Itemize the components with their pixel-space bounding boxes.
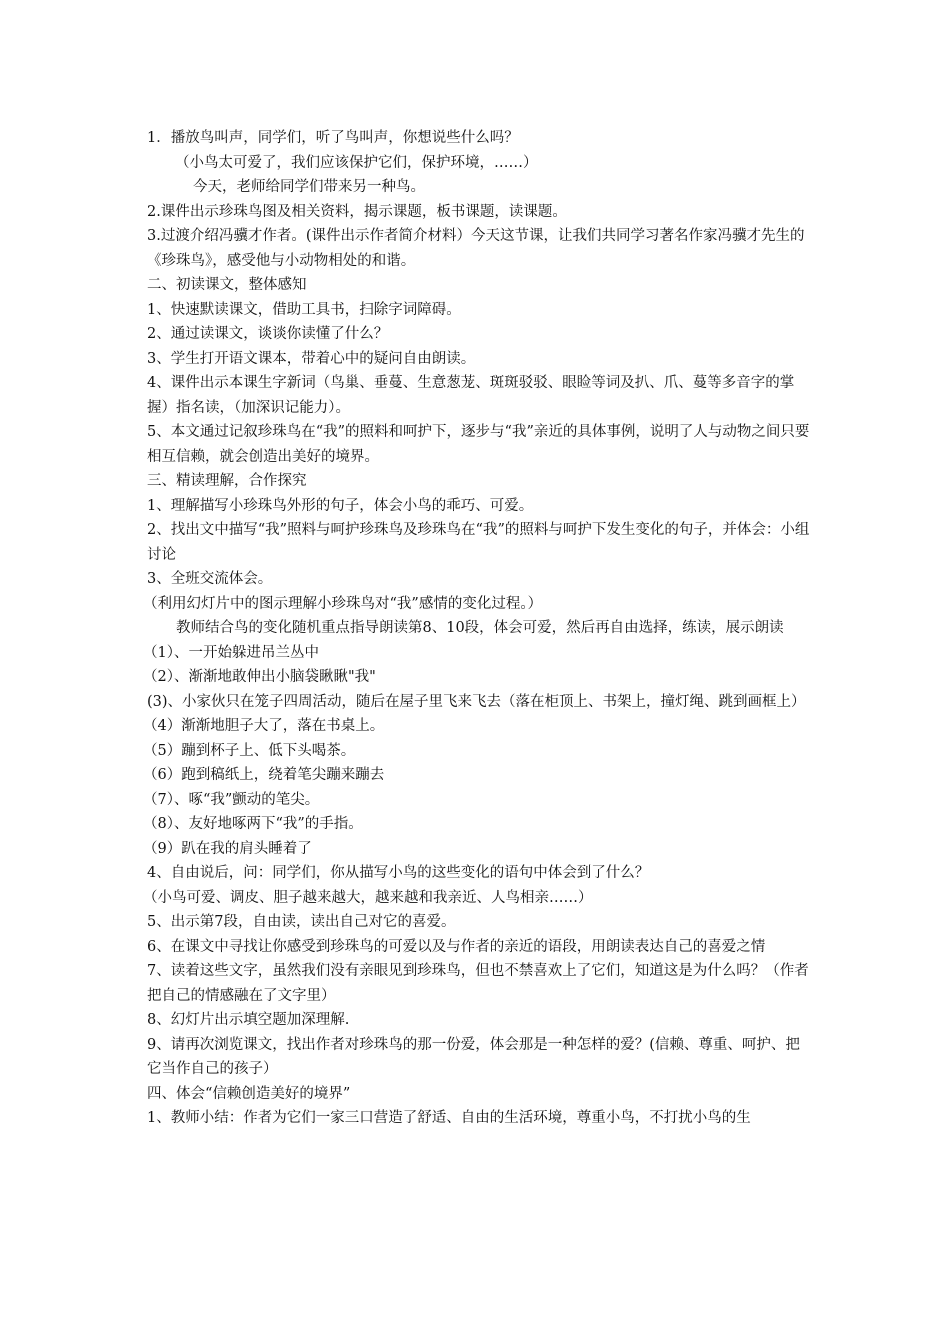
paragraph-line: （6）跑到稿纸上，绕着笔尖蹦来蹦去	[143, 767, 385, 783]
paragraph-line: 1、理解描写小珍珠鸟外形的句子，体会小鸟的乖巧、可爱。	[147, 497, 534, 514]
paragraph-line: 1、教师小结：作者为它们一家三口营造了舒适、自由的生活环境，尊重小鸟，不打扰小鸟的生	[147, 1110, 751, 1126]
paragraph-line: 5、本文通过记叙珍珠鸟在“我”的照料和呵护下，逐步与“我”亲近的具体事例，说明了人与动物之间只要相互信赖，就会创造出美好的境界。	[147, 424, 810, 465]
document-body	[143, 126, 812, 1131]
paragraph-line: 5、出示第7段，自由读，读出自己对它的喜爱。	[147, 914, 456, 930]
paragraph-line: 6、在课文中寻找让你感受到珍珠鸟的可爱以及与作者的亲近的语段，用朗读表达自己的喜爱之情	[147, 938, 766, 955]
paragraph-line: 4、课件出示本课生字新词（鸟巢、垂蔓、生意葱茏、斑斑驳驳、眼睑等词及扒、爪、蔓等多音字的掌握）指名读，（加深识记能力）。	[147, 375, 795, 416]
paragraph-line: 9、请再次浏览课文，找出作者对珍珠鸟的那一份爱，体会那是一种怎样的爱？(信赖、尊重、呵护、把它当作自己的孩子）	[147, 1036, 800, 1077]
paragraph-line: （利用幻灯片中的图示理解小珍珠鸟对“我”感情的变化过程。）	[143, 595, 543, 612]
paragraph-line: （小鸟太可爱了，我们应该保护它们，保护环境，……）	[175, 154, 538, 171]
paragraph-line: 3、全班交流体会。	[147, 571, 273, 587]
paragraph-line: （5）蹦到杯子上、低下头喝茶。	[143, 742, 356, 759]
paragraph-line: 二、初读课文，整体感知	[147, 277, 307, 293]
paragraph-line: 2、找出文中描写“我”照料与呵护珍珠鸟及珍珠鸟在“我”的照料与呵护下发生变化的句子，并体会：小组讨论	[147, 522, 810, 563]
paragraph-line: 3.过渡介绍冯骥才作者。(课件出示作者简介材料）今天这节课，让我们共同学习著名作家冯骥才先生的《珍珠鸟》，感受他与小动物相处的和谐。	[147, 228, 805, 269]
paragraph-line: 2.课件出示珍珠鸟图及相关资料，揭示课题，板书课题，读课题。	[147, 203, 567, 220]
paragraph-line: 今天，老师给同学们带来另一种鸟。	[193, 179, 425, 195]
paragraph-line: (3)、小家伙只在笼子四周活动，随后在屋子里飞来飞去（落在柜顶上、书架上，撞灯绳、跳到画框上）	[147, 693, 806, 710]
paragraph-line: 四、体会“信赖创造美好的境界”	[147, 1085, 351, 1102]
paragraph-line: 7、读着这些文字，虽然我们没有亲眼见到珍珠鸟，但也不禁喜欢上了它们，知道这是为什么吗？（作者把自己的情感融在了文字里）	[147, 963, 809, 1004]
paragraph-line: （8）、友好地啄两下“我”的手指。	[143, 816, 363, 832]
paragraph-line: 教师结合鸟的变化随机重点指导朗读第8、10段，体会可爱，然后再自由选择，练读，展示朗读	[176, 620, 784, 636]
paragraph-line: （7）、啄“我”颤动的笔尖。	[143, 791, 320, 808]
paragraph-line: 三、精读理解，合作探究	[147, 473, 307, 489]
paragraph-line: 1、快速默读课文，借助工具书，扫除字词障碍。	[147, 301, 461, 318]
paragraph-line: 2、通过读课文，谈谈你读懂了什么？	[147, 326, 389, 342]
paragraph-line: （1）、一开始躲进吊兰丛中	[143, 644, 319, 661]
paragraph-line: （4）渐渐地胆子大了，落在书桌上。	[143, 718, 385, 734]
paragraph-line: 3、学生打开语文课本，带着心中的疑问自由朗读。	[147, 350, 476, 367]
paragraph-line: （2）、渐渐地敢伸出小脑袋瞅瞅"我"	[143, 669, 376, 685]
paragraph-line: 1．播放鸟叫声，同学们，听了鸟叫声，你想说些什么吗？	[147, 130, 519, 146]
paragraph-line: 4、自由说后，问：同学们，你从描写小鸟的这些变化的语句中体会到了什么？	[147, 865, 650, 881]
paragraph-line: （小鸟可爱、调皮、胆子越来越大，越来越和我亲近、人鸟相亲……）	[143, 889, 593, 906]
paragraph-line: （9）趴在我的肩头睡着了	[143, 840, 312, 857]
paragraph-line: 8、幻灯片出示填空题加深理解.	[147, 1012, 350, 1028]
